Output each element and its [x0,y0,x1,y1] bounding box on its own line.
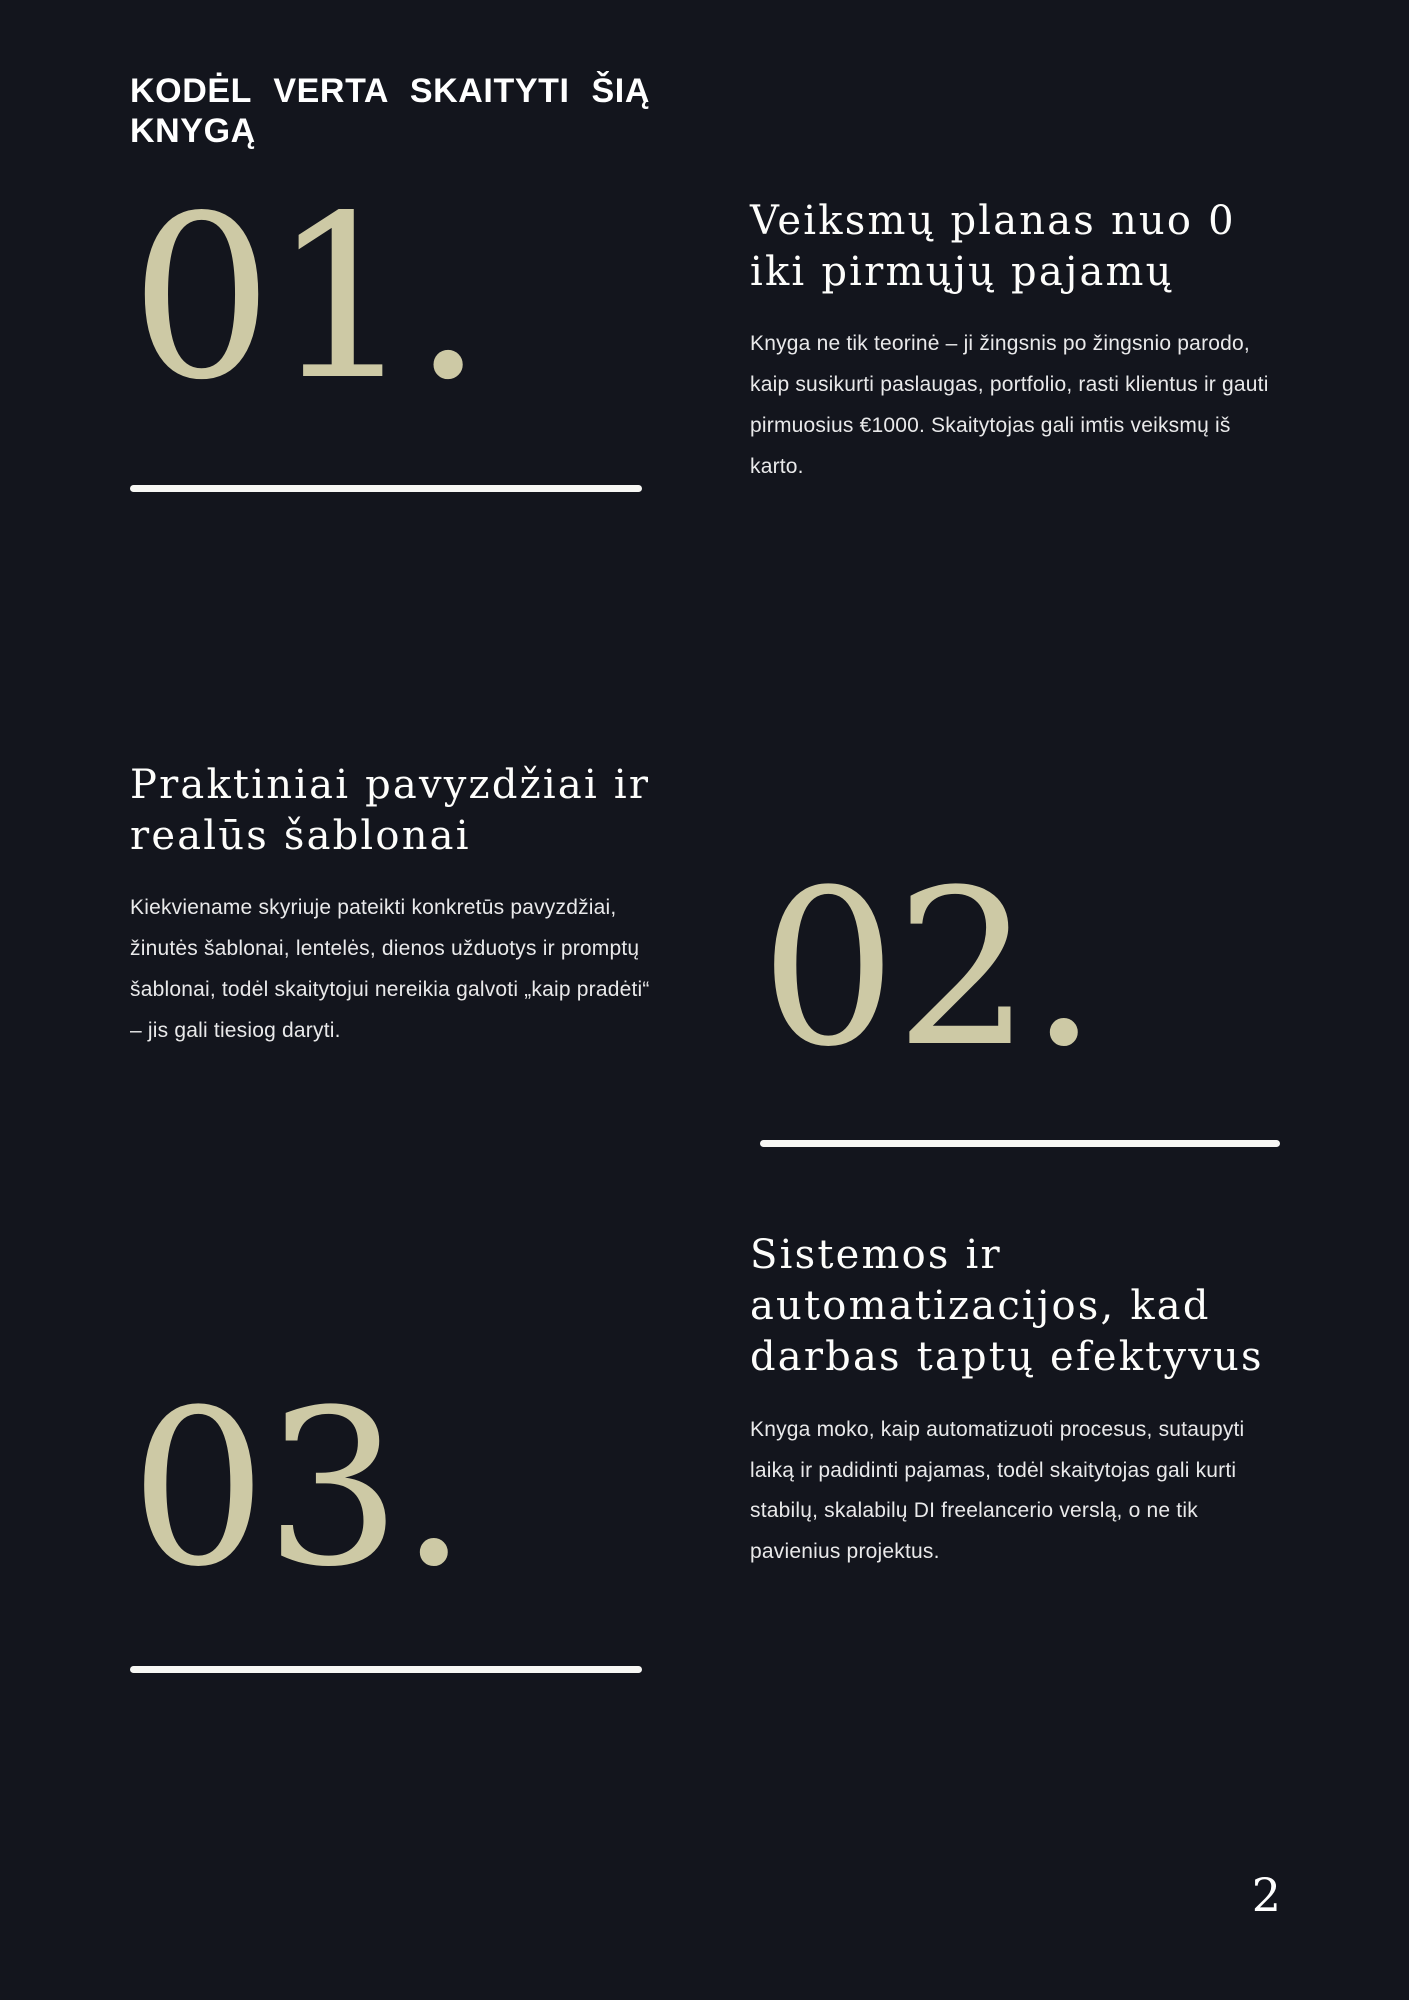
section-heading-02: Praktiniai pavyzdžiai ir realūs šablonai [130,762,651,860]
divider-02 [760,1140,1280,1147]
divider-wrap-03 [130,1666,650,1673]
spacer-02 [660,760,760,1147]
section-body-02: Kiekviename skyriuje pateikti konkretūs pavyzdžiai, žinutės šablonai, lentelės, dienos užduotys ir promptų šablonai, todėl skaitytojui nereikia galvoti „kaip pradėti“ – jis gali tiesiog daryti. [130,896,650,1043]
text-column-01 [750,196,1280,492]
benefit-section-03 [130,1230,1280,1673]
number-column-03 [130,1230,650,1673]
section-number-03: 03. [130,1363,466,1614]
divider-01 [130,485,642,492]
divider-wrap-01 [130,485,650,492]
benefit-section-01 [130,168,1280,492]
page-header [130,72,650,152]
page-title: KODĖL VERTA SKAITYTI ŠIĄ KNYGĄ [130,72,650,150]
section-heading-03: Sistemos ir automatizacijos, kad darbas taptų efektyvus [750,1232,1264,1381]
page-number: 2 [1251,1868,1281,1922]
section-body-03: Knyga moko, kaip automatizuoti procesus, sutaupyti laiką ir padidinti pajamas, todėl skaitytojas gali kurti stabilų, skalabilų DI freelancerio verslą, o ne tik pavienius projektus. [750,1417,1245,1564]
number-column-02 [760,760,1280,1147]
section-heading-01: Veiksmų planas nuo 0 iki pirmųjų pajamų [750,198,1236,296]
section-body-01: Knyga ne tik teorinė – ji žingsnis po žingsnio parodo, kaip susikurti paslaugas, portfolio, rasti klientus ir gauti pirmuosius €1000. Skaitytojas gali imtis veiksmų iš karto. [750,332,1269,479]
text-column-03 [750,1230,1280,1673]
section-number-01: 01. [130,168,482,430]
spacer-03 [650,1230,750,1673]
text-column-02 [130,760,660,1147]
benefit-section-02 [130,760,1280,1147]
number-column-01 [130,168,650,492]
section-number-02: 02. [760,843,1096,1094]
divider-wrap-02 [760,1140,1280,1147]
spacer-01 [650,196,750,492]
divider-03 [130,1666,642,1673]
